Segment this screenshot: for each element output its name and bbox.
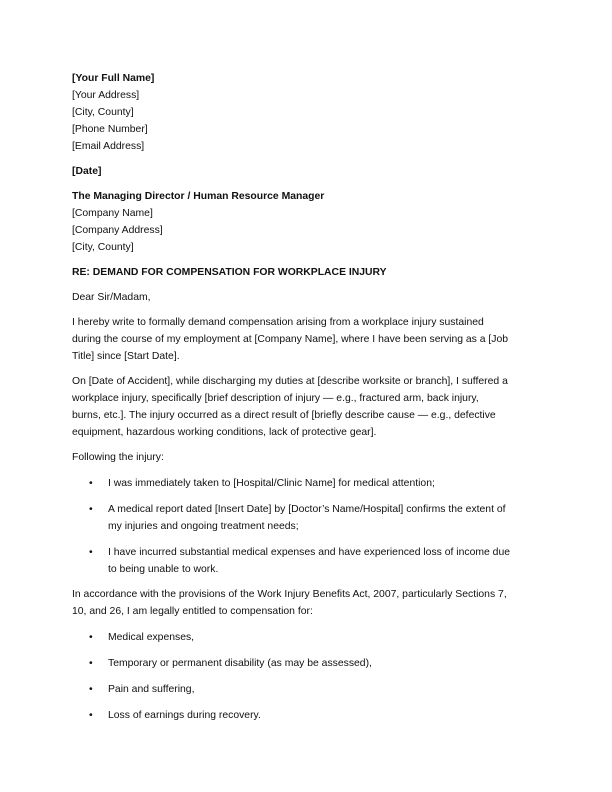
paragraph-line: burns, etc.]. The injury occurred as a direct result of [briefly describe cause — e.g., defective	[72, 410, 496, 421]
following-intro	[72, 449, 540, 466]
salutation: Dear Sir/Madam,	[72, 292, 151, 303]
recipient-title: The Managing Director / Human Resource Manager	[72, 191, 325, 202]
paragraph-line: during the course of my employment at [Company Name], where I have been serving as a [Job	[72, 334, 509, 345]
bullet-icon: •	[89, 504, 93, 515]
injury-list	[72, 475, 540, 578]
list-item	[72, 629, 540, 646]
list-item-line: Medical expenses,	[108, 632, 195, 643]
paragraph-line: Following the injury:	[72, 452, 164, 463]
list-item-line: to being unable to work.	[108, 564, 219, 575]
list-item-line: my injuries and ongoing treatment needs;	[108, 521, 299, 532]
salutation-block	[72, 289, 540, 306]
list-item	[72, 655, 540, 672]
sender-city: [City, County]	[72, 107, 134, 118]
paragraph-line: I hereby write to formally demand compensation arising from a workplace injury sustained	[72, 317, 484, 328]
paragraph-entitlement	[72, 586, 540, 620]
recipient-block	[72, 188, 540, 256]
bullet-icon: •	[89, 632, 93, 643]
bullet-icon: •	[89, 684, 93, 695]
recipient-city: [City, County]	[72, 242, 134, 253]
sender-block	[72, 70, 540, 155]
paragraph-line: On [Date of Accident], while discharging my duties at [describe worksite or branch], I suffered a	[72, 376, 508, 387]
bullet-icon: •	[89, 710, 93, 721]
bullet-icon: •	[89, 547, 93, 558]
list-item-line: I was immediately taken to [Hospital/Clinic Name] for medical attention;	[108, 478, 435, 489]
list-item-line: Loss of earnings during recovery.	[108, 710, 261, 721]
list-item-line: Temporary or permanent disability (as may be assessed),	[108, 658, 372, 669]
sender-phone: [Phone Number]	[72, 124, 148, 135]
paragraph-line: workplace injury, specifically [brief description of injury — e.g., fractured arm, back injury,	[72, 393, 479, 404]
list-item	[72, 681, 540, 698]
list-item-line: I have incurred substantial medical expenses and have experienced loss of income due	[108, 547, 511, 558]
paragraph-line: Title] since [Start Date].	[72, 351, 180, 362]
list-item	[72, 707, 540, 724]
list-item-line: Pain and suffering,	[108, 684, 195, 695]
letter-page	[72, 70, 540, 724]
recipient-address: [Company Address]	[72, 225, 163, 236]
bullet-icon: •	[89, 478, 93, 489]
sender-email: [Email Address]	[72, 141, 145, 152]
date-block	[72, 163, 540, 180]
list-item-line: A medical report dated [Insert Date] by [Doctor’s Name/Hospital] confirms the extent of	[108, 504, 506, 515]
entitlement-list	[72, 629, 540, 724]
paragraph-line: 10, and 26, I am legally entitled to compensation for:	[72, 606, 313, 617]
subject-block	[72, 264, 540, 281]
list-item	[72, 475, 540, 492]
paragraph-accident	[72, 373, 540, 441]
sender-address: [Your Address]	[72, 90, 140, 101]
sender-name: [Your Full Name]	[72, 73, 155, 84]
paragraph-intro	[72, 314, 540, 365]
paragraph-line: equipment, hazardous working conditions, lack of protective gear].	[72, 427, 377, 438]
list-item	[72, 544, 540, 578]
bullet-icon: •	[89, 658, 93, 669]
subject-line: RE: DEMAND FOR COMPENSATION FOR WORKPLACE INJURY	[72, 267, 387, 278]
recipient-company: [Company Name]	[72, 208, 153, 219]
list-item	[72, 501, 540, 535]
paragraph-line: In accordance with the provisions of the Work Injury Benefits Act, 2007, particularly Sections 7,	[72, 589, 507, 600]
letter-date: [Date]	[72, 166, 102, 177]
